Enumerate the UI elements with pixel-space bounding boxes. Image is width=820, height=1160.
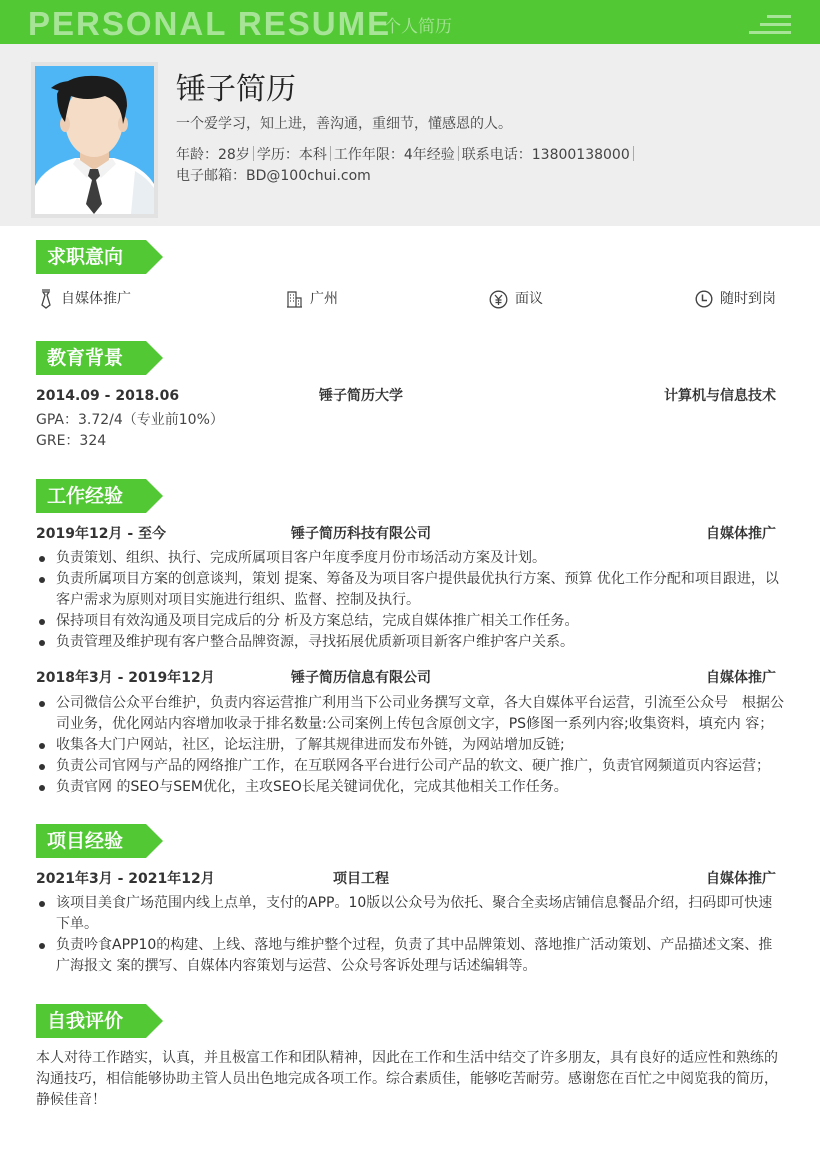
list-item: 负责所属项目方案的创意谈判，策划 提案、筹备及为项目客户提供最优执行方案、预算 优化工作分配和项目跟进，以客户需求为原则对项目实施进行组织、监督、控制及执行。: [36, 569, 786, 611]
education-period: 2014.09 - 2018.06: [36, 388, 180, 404]
yen-icon: [489, 290, 508, 309]
banner-subtitle: 个人简历: [384, 17, 452, 37]
tag-arrow: [146, 1004, 163, 1038]
list-item: 收集各大门户网站，社区，论坛注册，了解其规律进而发布外链，为网站增加反链;: [36, 735, 786, 756]
project-row: [36, 869, 776, 889]
education-gre: GRE：324: [36, 433, 107, 449]
section-title: 自我评价: [36, 1004, 146, 1038]
intent-position: [38, 289, 131, 309]
divider: [330, 146, 331, 161]
list-item: 保持项目有效沟通及项目完成后的分 析及方案总结，完成自媒体推广相关工作任务。: [36, 611, 786, 632]
work-company: 锤子简历信息有限公司: [291, 670, 431, 686]
info-phone: 联系电话：13800138000: [461, 147, 630, 163]
menu-icon[interactable]: [747, 15, 791, 35]
tag-arrow: [146, 240, 163, 274]
list-item: 负责策划、组织、执行、完成所属项目客户年度季度月份市场活动方案及计划。: [36, 548, 786, 569]
section-title: 工作经验: [36, 479, 146, 513]
education-gpa: GPA：3.72/4（专业前10%）: [36, 412, 224, 428]
intent-city: [286, 289, 338, 309]
intent-label: 广州: [310, 291, 338, 307]
section-title: 项目经验: [36, 824, 146, 858]
basic-info: [176, 145, 637, 166]
project-period: 2021年3月 - 2021年12月: [36, 871, 215, 887]
self-evaluation-text: 本人对待工作踏实，认真，并且极富工作和团队精神，因此在工作和生活中结交了许多朋友，具有良好的适应性和熟练的沟通技巧，相信能够协助主管人员出色地完成各项工作。综合素质佳，能够吃苦耐劳。感谢您在百忙之中阅览我的简历，静候佳音！: [36, 1050, 778, 1108]
tag-arrow: [146, 341, 163, 375]
work-row: [36, 524, 776, 544]
section-title: 教育背景: [36, 341, 146, 375]
info-years: 工作年限：4年经验: [333, 147, 455, 163]
list-item: 负责吟食APP10的构建、上线、落地与维护整个过程，负责了其中品牌策划、落地推广活动策划、产品描述文案、推广海报文 案的撰写、自媒体内容策划与运营、公众号客诉处理与话述编辑等。: [36, 935, 786, 977]
education-major: 计算机与信息技术: [664, 388, 776, 404]
avatar: [31, 62, 158, 218]
work-period: 2019年12月 - 至今: [36, 526, 167, 542]
intent-salary: [489, 289, 543, 309]
work-duties-list: [36, 693, 786, 798]
work-role: 自媒体推广: [706, 526, 776, 542]
tag-arrow: [146, 824, 163, 858]
candidate-name: 锤子简历: [176, 72, 296, 107]
work-duties-list: [36, 548, 786, 653]
intent-label: 随时到岗: [720, 291, 776, 307]
education-school: 锤子简历大学: [319, 388, 403, 404]
divider: [253, 146, 254, 161]
divider: [458, 146, 459, 161]
education-row: [36, 386, 776, 406]
info-education: 学历：本科: [256, 147, 327, 163]
project-role: 自媒体推广: [706, 871, 776, 887]
info-age: 年龄：28岁: [176, 147, 250, 163]
profile-section: [0, 44, 820, 226]
tie-icon: [38, 289, 54, 309]
intent-label: 面议: [515, 291, 543, 307]
project-duties-list: [36, 893, 786, 977]
header-banner: [0, 0, 820, 44]
candidate-motto: 一个爱学习，知上进，善沟通，重细节，懂感恩的人。: [176, 116, 512, 132]
list-item: 负责管理及维护现有客户整合品牌资源，寻找拓展优质新项目新客户维护客户关系。: [36, 632, 786, 653]
work-period: 2018年3月 - 2019年12月: [36, 670, 215, 686]
section-header-project: [36, 824, 163, 858]
banner-title: PERSONAL RESUME: [28, 5, 392, 42]
building-icon: [286, 290, 303, 308]
section-header-intent: [36, 240, 163, 274]
intent-availability: [695, 289, 776, 309]
section-header-work: [36, 479, 163, 513]
list-item: 负责公司官网与产品的网络推广工作，在互联网各平台进行公司产品的软文、硬广推广，负责官网频道页内容运营；: [36, 756, 786, 777]
tag-arrow: [146, 479, 163, 513]
info-email: 电子邮箱：BD@100chui.com: [176, 168, 371, 184]
list-item: 该项目美食广场范围内线上点单，支付的APP。10版以公众号为依托、聚合全卖场店铺信息餐品介绍，扫码即可快速下单。: [36, 893, 786, 935]
divider: [633, 146, 634, 161]
clock-icon: [695, 290, 713, 308]
section-header-education: [36, 341, 163, 375]
work-role: 自媒体推广: [706, 670, 776, 686]
work-company: 锤子简历科技有限公司: [291, 526, 431, 542]
project-name: 项目工程: [333, 871, 389, 887]
work-row: [36, 668, 776, 688]
section-header-self-evaluation: [36, 1004, 163, 1038]
list-item: 负责官网 的SEO与SEM优化，主攻SEO长尾关键词优化，完成其他相关工作任务。: [36, 777, 786, 798]
list-item: 公司微信公众平台维护，负责内容运营推广利用当下公司业务撰写文章，各大自媒体平台运营，引流至公众号 根据公司业务，优化网站内容增加收录于排名数量:公司案例上传包含原创文字，PS修图一系列内容;收集资料，填充内 容；: [36, 693, 786, 735]
intent-label: 自媒体推广: [61, 291, 131, 307]
avatar-icon: [35, 66, 154, 214]
section-title: 求职意向: [36, 240, 146, 274]
